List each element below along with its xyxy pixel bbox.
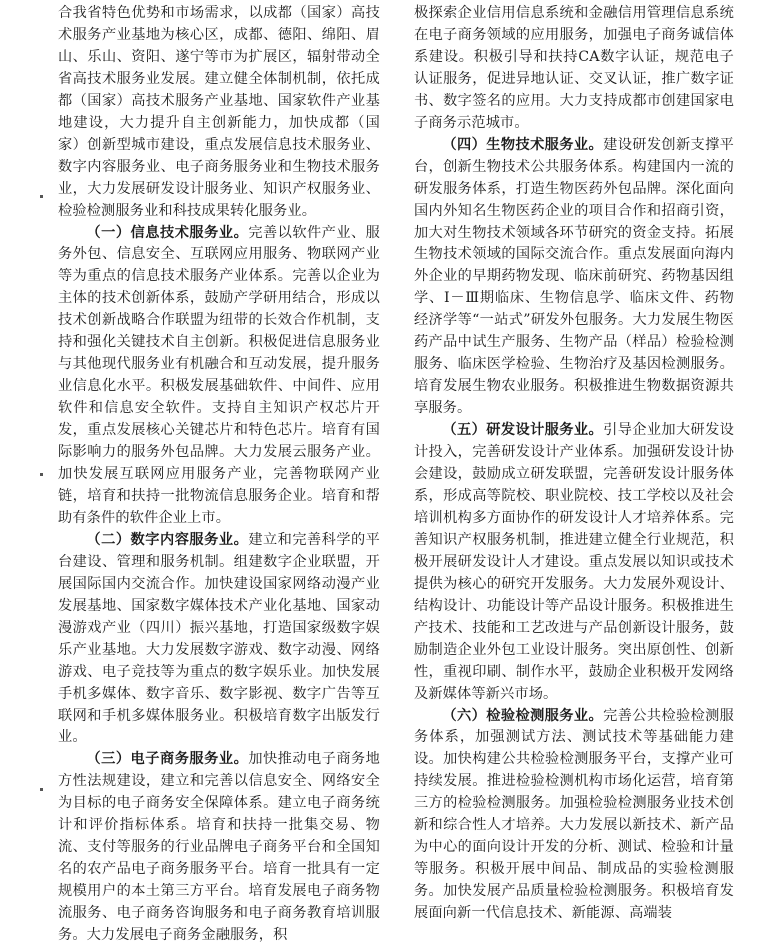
section-title-info-tech: （一）信息技术服务业。 xyxy=(86,224,249,241)
section-body-ecommerce: 加快推动电子商务地方性法规建设，建立和完善以信息安全、网络安全为目标的电子商务安全保障体系。建立电子商务统计和评价指标体系。培育和扶持一批集交易、物流、支付等服务的行业品牌电子商务平台和全国知名的农产品电子商务服务平台。培育一批具有一定规模用户的本土第三方平台。培育发展电子商务物流服务、电子商务咨询服务和电子商务教育培训服务。大力发展电子商务金融服务，积 xyxy=(58,751,381,944)
section-biotech xyxy=(414,135,734,420)
binding-mark xyxy=(40,473,43,476)
section-title-rd-design: （五）研发设计服务业。 xyxy=(442,422,604,439)
section-body-info-tech: 完善以软件产业、服务外包、信息安全、互联网应用服务、物联网产业等为重点的信息技术服务产业体系。完善以企业为主体的技术创新体系，鼓励产学研用结合，形成以技术创新战略合作联盟为纽带的长效合作机制，支持和强化关键技术自主创新。积极促进信息服务业与其他现代服务业有机融合和互动发展，提升服务业信息化水平。积极发展基础软件、中间件、应用软件和信息安全软件。支持自主知识产权芯片开发，重点发展核心关键芯片和特色芯片。培育有国际影响力的服务外包品牌。大力发展云服务产业。加快发展互联网应用服务产业，完善物联网产业链，培育和扶持一批物流信息服务企业。培育和帮助有条件的软件企业上市。 xyxy=(58,224,381,526)
ecommerce-continuation: 极探索企业信用信息系统和金融信用管理信息系统在电子商务领域的应用服务，加强电子商务诚信体系建设。积极引导和扶持CA数字认证，规范电子认证服务，促进异地认证、交叉认证，推广数字证书、数字签名的应用。大力支持成都市创建国家电子商务示范城市。 xyxy=(414,5,734,131)
left-column xyxy=(58,3,381,944)
section-body-digital-content: 建立和完善科学的平台建设、管理和服务机制。组建数字企业联盟，开展国际国内交流合作。加快建设国家网络动漫产业发展基地、国家数字媒体技术产业化基地、国家动漫游戏产业（四川）振兴基地，打造国家级数字娱乐产业基地。大力发展数字游戏、数字动漫、网络游戏、电子竞技等为重点的数字娱乐业。加快发展手机多媒体、数字音乐、数字影视、数字广告等互联网和手机多媒体服务业。积极培育数字出版发行业。 xyxy=(58,531,381,746)
section-body-inspection: 完善公共检验检测服务体系，加强测试方法、测试技术等基础能力建设。加快构建公共检验检测服务平台，支撑产业可持续发展。推进检验检测机构市场化运营，培育第三方的检验检测服务。加强检验检测服务业技术创新和综合性人才培养。大力发展以新技术、新产品为中心的面向设计开发的分析、测试、检验和计量等服务。积极开展中间品、制成品的实验检测服务。加快发展产品质量检验检测服务。积极培育发展面向新一代信息技术、新能源、高端装 xyxy=(414,707,735,922)
section-body-rd-design: 引导企业加大研发设计投入，完善研发设计产业体系。加强研发设计协会建设，鼓励成立研发联盟，完善研发设计服务体系，形成高等院校、职业院校、技工学校以及社会培训机构多方面协作的研发设计人才培养体系。完善知识产权服务机制，推进建立健全行业规范，积极开展研发设计人才建设。重点发展以知识或技术提供为核心的研究开发服务。大力发展外观设计、结构设计、功能设计等产品设计服务。积极推进生产技术、技能和工艺改进与产品创新设计服务，鼓励制造企业外包工业设计服务。突出原创性、创新性，重视印刷、制作水平，鼓励企业积极开发网络及新媒体等新兴市场。 xyxy=(414,422,735,702)
section-title-digital-content: （二）数字内容服务业。 xyxy=(86,531,249,548)
section-info-tech xyxy=(58,223,380,530)
section-rd-design xyxy=(414,420,734,705)
section-digital-content xyxy=(58,530,380,750)
binding-mark xyxy=(40,195,43,198)
section-body-biotech: 建设研发创新支撑平台，创新生物技术公共服务体系。构建国内一流的研发服务体系，打造生物医药外包品牌。深化面向国内外知名生物医药企业的项目合作和招商引资，加大对生物技术领域各环节研究的资金支持。拓展生物技术领域的国际交流合作。重点发展面向海内外企业的早期药物发现、临床前研究、药物基因组学、Ⅰ－Ⅲ期临床、生物信息学、临床文件、药物经济学等“一站式”研发外包服务。大力发展生物医药产品中试生产服务、生物产品（样品）检验检测服务、临床医学检验、生物治疗及基因检测服务。培育发展生物农业服务。积极推进生物数据资源共享服务。 xyxy=(414,136,735,417)
binding-mark xyxy=(40,788,43,791)
right-column xyxy=(414,3,735,922)
section-title-inspection: （六）检验检测服务业。 xyxy=(442,707,604,724)
section-inspection xyxy=(414,706,734,926)
section-title-biotech: （四）生物技术服务业。 xyxy=(442,136,604,153)
section-ecommerce xyxy=(58,749,380,947)
intro-paragraph: 合我省特色优势和市场需求，以成都（国家）高技术服务产业基地为核心区，成都、德阳、绵阳、眉山、乐山、资阳、遂宁等市为扩展区，辐射带动全省高技术服务业发展。建立健全体制机制，依托成都（国家）高技术服务产业基地、国家软件产业基地建设，大力提升自主创新能力，加快成都（国家）创新型城市建设，重点发展信息技术服务业、数字内容服务业、电子商务服务业和生物技术服务业，大力发展研发设计服务业、知识产权服务业、检验检测服务业和科技成果转化服务业。 xyxy=(58,5,380,219)
section-title-ecommerce: （三）电子商务服务业。 xyxy=(86,751,249,768)
